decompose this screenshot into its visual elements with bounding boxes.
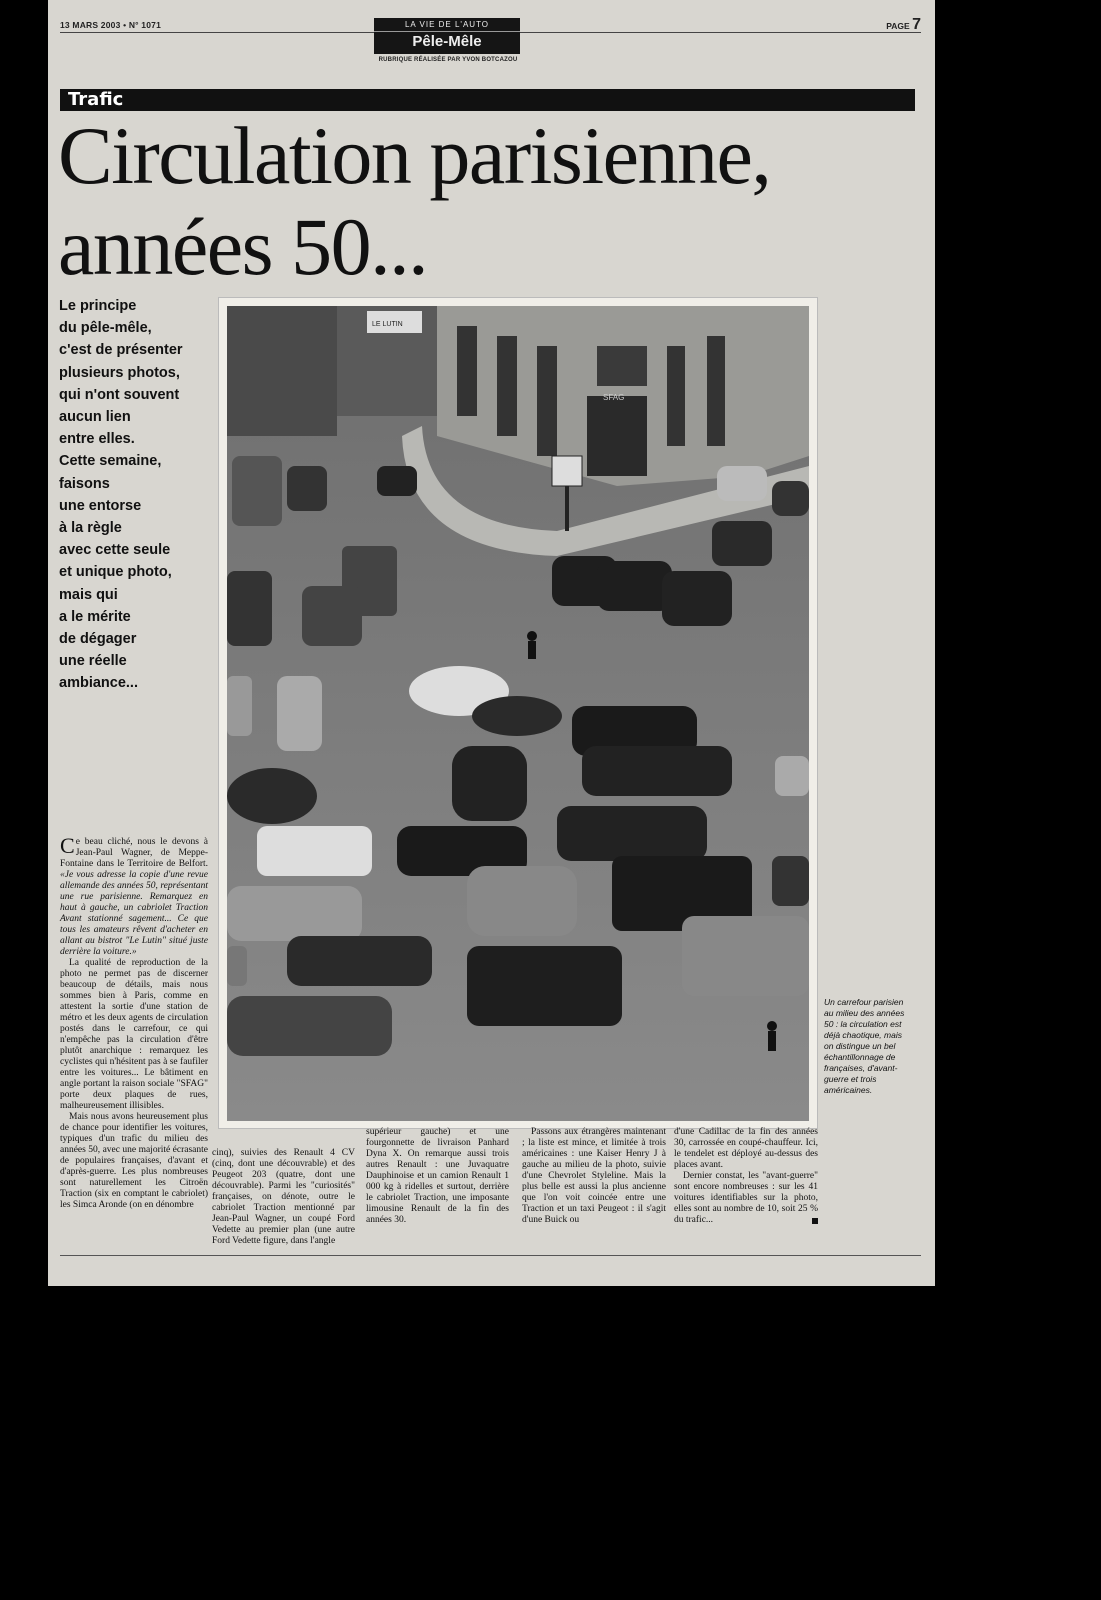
issue-date: 13 MARS 2003 • N° 1071	[60, 20, 162, 30]
intro-line: aucun lien	[59, 409, 131, 426]
paragraph: d'une Cadillac de la fin des années 30, carrossée en coupé-chauffeur. Ici, le tendelet est déployé au-dessus des places avant.	[674, 1127, 818, 1170]
newspaper-page	[48, 0, 935, 1286]
reader-quote: «Je vous adresse la copie d'une revue allemande des années 50, représentant une rue parisienne. Remarquez en haut à gauche, un cabriolet Traction Avant stationné sagement... Ce que tous les amateurs rêvent d'acheter en allant au bistrot "Le Lutin" situé juste derrière la voiture.»	[60, 870, 208, 957]
intro-line: ambiance...	[59, 675, 138, 692]
article-column-5	[674, 1127, 818, 1226]
bottom-rule	[60, 1255, 921, 1256]
photo-frame	[218, 297, 818, 1129]
intro-text	[59, 295, 209, 695]
rubric-label: Trafic	[64, 89, 127, 111]
page-label: PAGE	[886, 21, 910, 31]
traffic-photo	[227, 306, 809, 1121]
byline: RUBRIQUE RÉALISÉE PAR YVON BOTCAZOU	[378, 57, 518, 63]
drop-cap: C	[60, 833, 75, 858]
paragraph: Mais nous avons heureusement plus de chance pour identifier les voitures, typiques d'un trafic du milieu des années 50, avec une majorité écrasante de populaires françaises, d'avant et d'après-guerre. Les plus nombreuses sont naturellement les Citroën Traction (six en comptant le cabriolet) les Simca Aronde (on en dénombre	[60, 1112, 208, 1210]
paragraph: La qualité de reproduction de la photo ne permet pas de discerner beaucoup de détails, mais nous sommes bien à Paris, comme en attestent la sortie d'une station de métro et les deux agents de circulation postés dans le carrefour, ce qui n'empêche pas la circulation d'être plutôt anarchique : remarquez les cyclistes qui n'hésitent pas à se faufiler entre les voitures... Le bâtiment en angle portant la raison sociale "SFAG" porte deux plaques de rues, malheureusement illisibles.	[60, 958, 208, 1111]
intro-line: faisons	[59, 475, 110, 492]
paragraph-text: e beau cliché, nous le devons à Jean-Paul Wagner, de Meppe-Fontaine dans le Territoire de Belfort.	[60, 837, 208, 869]
intro-line: une réelle	[59, 653, 127, 670]
paragraph-text: Dernier constat, les "avant-guerre" sont encore nombreuses : sur les 41 voitures identifiables sur la photo, elles sont au nombre de 10, soit 25 % du trafic...	[674, 1171, 818, 1225]
intro-line: plusieurs photos,	[59, 364, 180, 381]
paragraph	[60, 833, 208, 958]
article-column-3	[366, 1127, 509, 1226]
page-number-value: 7	[912, 16, 921, 33]
article-column-2	[212, 1148, 355, 1247]
paragraph: supérieur gauche) et une fourgonnette de livraison Panhard Dyna X. On remarque aussi trois autres Renault : une Juvaquatre Dauphinoise et un camion Renault 1 000 kg à ridelles et surtout, derrière le cabriolet Traction, une imposante limousine Renault de la fin des années 30.	[366, 1127, 509, 1225]
intro-line: et unique photo,	[59, 564, 172, 581]
photo-caption: Un carrefour parisien au milieu des années 50 : la circulation est déjà chaotique, mais on distingue un bel échantillonnage de françaises, d'avant-guerre et trois américaines.	[824, 997, 905, 1095]
intro-line: entre elles.	[59, 431, 135, 448]
end-mark-icon	[812, 1218, 818, 1224]
building-sign: SFAG	[603, 393, 625, 402]
paragraph	[674, 1171, 818, 1226]
section-masthead	[374, 18, 520, 54]
intro-line: Cette semaine,	[59, 453, 162, 470]
cafe-sign: LE LUTIN	[372, 321, 403, 328]
intro-line: c'est de présenter	[59, 342, 183, 359]
article-column-1	[60, 833, 208, 1211]
article-column-4	[522, 1127, 666, 1226]
masthead-name: Pêle-Mêle	[374, 31, 520, 50]
intro-line: mais qui	[59, 586, 118, 603]
paragraph: Passons aux étrangères maintenant ; la liste est mince, et limitée à trois américaines : une Kaiser Henry J à gauche au milieu de la photo, suivie d'une Chevrolet Styleline. Mais la plus belle est aussi la plus ancienne que l'on voit coincée entre une Traction et un taxi Peugeot : il s'agit d'une Buick ou	[522, 1127, 666, 1225]
rubric-bar	[60, 89, 915, 111]
intro-line: avec cette seule	[59, 542, 171, 559]
intro-line: a le mérite	[59, 608, 131, 625]
headline	[58, 110, 918, 292]
intro-line: qui n'ont souvent	[59, 386, 180, 403]
intro-line: une entorse	[59, 497, 142, 514]
intro-line: du pêle-mêle,	[59, 320, 152, 337]
intro-line: Le principe	[59, 298, 137, 314]
headline-line-2: années 50...	[58, 201, 428, 292]
intro-line: de dégager	[59, 631, 137, 648]
headline-line-1: Circulation parisienne,	[58, 110, 771, 201]
masthead-kicker: LA VIE DE L'AUTO	[404, 20, 490, 29]
intro-line: à la règle	[59, 520, 122, 537]
paragraph: cinq), suivies des Renault 4 CV (cinq, dont une découvrable) et des Peugeot 203 (quatre, dont une découvrable). Parmi les "curiosités" françaises, on dénote, outre le cabriolet Traction mentionné par Jean-Paul Wagner, un coupé Ford Vedette au premier plan (une autre Ford Vedette figure, dans l'angle	[212, 1148, 355, 1246]
